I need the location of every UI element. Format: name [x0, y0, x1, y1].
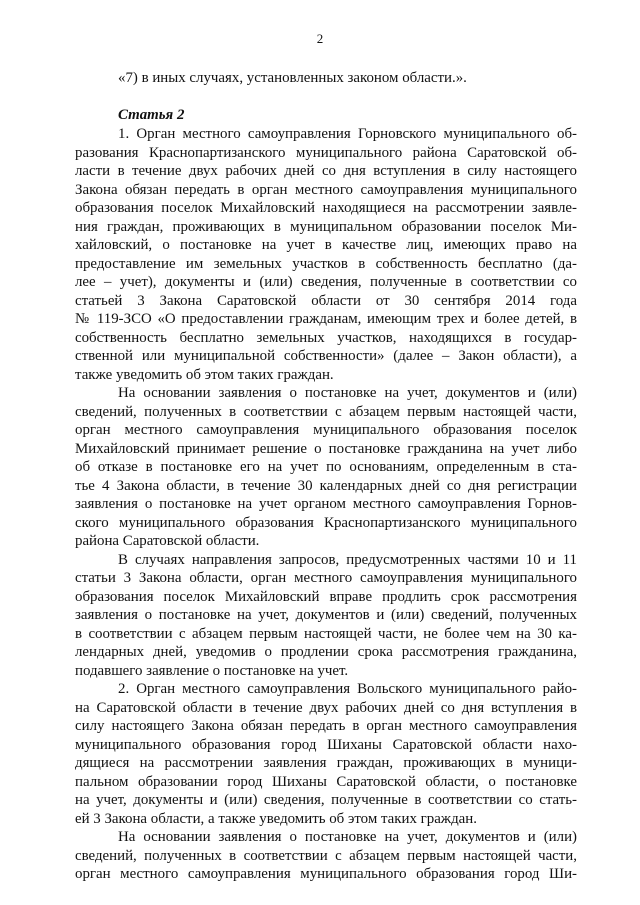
paragraph-4-line: на Саратовской области в течение двух рабочих дней со дня вступления в: [75, 700, 577, 716]
paragraph-1-line: № 119-ЗСО «О предоставлении гражданам, имеющим трех и более детей, в: [75, 311, 577, 327]
paragraph-4-line: дящиеся на рассмотрении заявления граждан, проживающих в муници-: [75, 755, 577, 771]
paragraph-1-line: разования Краснопартизанского муниципального района Саратовской об-: [75, 145, 577, 161]
paragraph-1-line: хайловский, о постановке на учет в качестве лиц, имеющих право на: [75, 237, 577, 253]
paragraph-2-line: об отказе в постановке его на учет по основаниям, определенным в ста-: [75, 459, 577, 475]
paragraph-2-line: сведений, полученных в соответствии с абзацем первым настоящей части,: [75, 404, 577, 420]
paragraph-1-line: лее – учет), документы и (или) сведения, полученные в соответствии со: [75, 274, 577, 290]
quoted-clause: «7) в иных случаях, установленных законом области.».: [118, 70, 467, 86]
paragraph-4-line: силу настоящего Закона обязан передать в орган местного самоуправления: [75, 718, 577, 734]
paragraph-2-line: орган местного самоуправления муниципального образования поселок: [75, 422, 577, 438]
paragraph-2-line: На основании заявления о постановке на учет, документов и (или): [118, 385, 577, 401]
paragraph-2-line: ского муниципального образования Краснопартизанского муниципального: [75, 515, 577, 531]
paragraph-5-line: На основании заявления о постановке на учет, документов и (или): [118, 829, 577, 845]
paragraph-3-line: образования поселок Михайловский вправе продлить срок рассмотрения: [75, 589, 577, 605]
paragraph-3-line: В случаях направления запросов, предусмотренных частями 10 и 11: [118, 552, 577, 568]
paragraph-3-line: подавшего заявление о постановке на учет.: [75, 663, 349, 679]
paragraph-3-line: статьи 3 Закона области, орган местного самоуправления муниципального: [75, 570, 577, 586]
paragraph-1-line: собственность бесплатно земельных участков, находящихся в государ-: [75, 330, 577, 346]
paragraph-4-line: на учет, документы и (или) сведения, полученные в соответствии со стать-: [75, 792, 577, 808]
paragraph-1-line: статьей 3 Закона Саратовской области от 30 сентября 2014 года: [75, 293, 577, 309]
paragraph-1-line: Закона обязан передать в орган местного самоуправления муниципального: [75, 182, 577, 198]
paragraph-1-line: образования поселок Михайловский находящиеся на рассмотрении заявле-: [75, 200, 577, 216]
paragraph-2-line: заявления о постановке на учет органом местного самоуправления Горнов-: [75, 496, 577, 512]
paragraph-2-line: района Саратовской области.: [75, 533, 260, 549]
paragraph-1-line: ния граждан, проживающих в муниципальном образовании поселок Ми-: [75, 219, 577, 235]
paragraph-2-line: тье 4 Закона области, в течение 30 календарных дней со дня регистрации: [75, 478, 577, 494]
paragraph-1-line: ственной или муниципальной собственности» (далее – Закон области), а: [75, 348, 577, 364]
paragraph-4-line: муниципального образования город Шиханы Саратовской области нахо-: [75, 737, 577, 753]
paragraph-5-line: сведений, полученных в соответствии с абзацем первым настоящей части,: [75, 848, 577, 864]
paragraph-3-line: в соответствии с абзацем первым настоящей части, не более чем на 30 ка-: [75, 626, 577, 642]
paragraph-3-line: лендарных дней, уведомив о продлении срока рассмотрения гражданина,: [75, 644, 577, 660]
paragraph-2-line: Михайловский принимает решение о постановке гражданина на учет либо: [75, 441, 577, 457]
paragraph-4-line: ей 3 Закона области, а также уведомить об этом таких граждан.: [75, 811, 477, 827]
article-heading: Статья 2: [118, 107, 185, 123]
page-number: 2: [316, 31, 324, 46]
paragraph-4-line: пальном образовании город Шиханы Саратовской области, о постановке: [75, 774, 577, 790]
paragraph-1-line: предоставление им земельных участков в собственность бесплатно (да-: [75, 256, 577, 272]
paragraph-5-line: орган местного самоуправления муниципального образования город Ши-: [75, 866, 577, 882]
paragraph-1-line: 1. Орган местного самоуправления Горновского муниципального об-: [118, 126, 577, 142]
paragraph-4-line: 2. Орган местного самоуправления Вольского муниципального райо-: [118, 681, 577, 697]
paragraph-1-line: также уведомить об этом таких граждан.: [75, 367, 334, 383]
paragraph-1-line: ласти в течение двух рабочих дней со дня вступления в силу настоящего: [75, 163, 577, 179]
paragraph-3-line: заявления о постановке на учет, документов и (или) сведений, полученных: [75, 607, 577, 623]
